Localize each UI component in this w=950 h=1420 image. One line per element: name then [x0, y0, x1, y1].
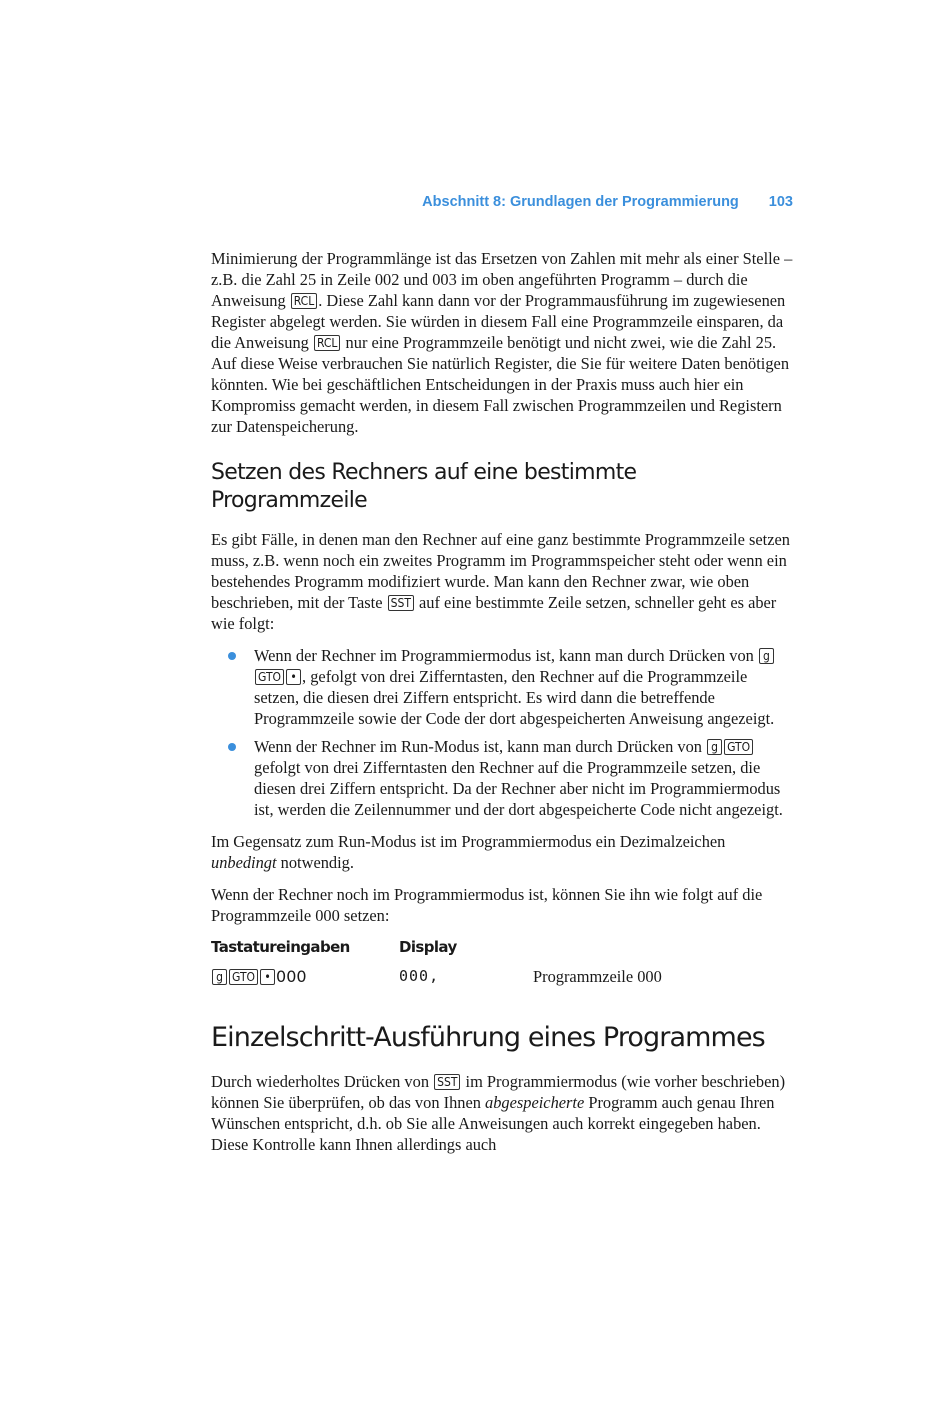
- decimal-key: •: [286, 669, 301, 685]
- gto-key: GTO: [255, 669, 284, 685]
- bullet-icon: [228, 743, 236, 751]
- keystroke-table-header: [211, 937, 795, 961]
- paragraph-programmzeile-000: Wenn der Rechner noch im Programmiermodus ist, können Sie ihn wie folgt auf die Programmzeile 000 setzen:: [211, 885, 763, 925]
- text: , gefolgt von drei Zifferntasten, den Rechner auf die Programmzeile setzen, die diesen drei Ziffern entspricht. Es wird dann die betreffende Programmzeile sowie der Code der dort abgespeicherten Anweisung angezeigt.: [254, 667, 775, 728]
- list-item-run-modus: [211, 736, 795, 820]
- keystroke-cell: [211, 966, 399, 987]
- g-key: g: [212, 969, 227, 985]
- column-header-display: Display: [399, 938, 457, 956]
- digit-keys: 000: [276, 966, 307, 986]
- text: nur eine Programmzeile benötigt und nicht zwei, wie die Zahl 25. Auf diese Weise verbrauchen Sie natürlich Register, die Sie für weitere Daten benötigen könnten. Wie bei geschäftlichen Entscheidungen in der Praxis muss auch hier ein Kompromiss gemacht werden, in diesem Fall zwischen Programmzeilen und Registern zur Datenspeicherung.: [211, 333, 790, 436]
- emphasis: abgespeicherte: [485, 1093, 585, 1112]
- text: Es gibt Fälle, in denen man den Rechner auf eine ganz bestimmte Programmzeile setzen muss, z.B. wenn noch ein zweites Programm im Programmspeicher steht oder wenn ein bestehendes Programm modifiziert wurde. Man kann den Rechner zwar, wie oben beschrieben, mit der Taste: [211, 530, 790, 612]
- rcl-key: RCL: [291, 293, 317, 309]
- keystroke-table: [211, 937, 795, 991]
- list-item-programmiermodus: [211, 645, 795, 729]
- sst-key: SST: [388, 595, 414, 611]
- text: Im Gegensatz zum Run-Modus ist im Programmiermodus ein Dezimalzeichen: [211, 832, 726, 851]
- g-key: g: [759, 648, 774, 664]
- text: auf eine bestimmte Zeile setzen, schneller geht es aber wie folgt:: [211, 593, 777, 633]
- text: Wenn der Rechner im Programmiermodus ist, kann man durch Drücken von: [254, 646, 758, 665]
- emphasis: unbedingt: [211, 853, 277, 872]
- text: . Diese Zahl kann dann vor der Programmausführung im zugewiesenen Register abgelegt werden. Sie würden in diesem Fall eine Programmzeile einsparen, da die Anweisung: [211, 291, 786, 352]
- note-cell: Programmzeile 000: [533, 966, 662, 986]
- gto-key: GTO: [724, 739, 753, 755]
- paragraph-gegensatz: [211, 831, 795, 873]
- text: Programm auch genau Ihren Wünschen entspricht, d.h. ob Sie alle Anweisungen auch korrekt eingegeben haben. Diese Kontrolle kann Ihnen allerdings auch: [211, 1093, 775, 1154]
- column-header-keys: Tastatureingaben: [211, 938, 350, 956]
- decimal-key: •: [260, 969, 275, 985]
- page-body: [211, 248, 795, 1166]
- heading-setzen: Setzen des Rechners auf eine bestimmte Programmzeile: [211, 460, 637, 513]
- text: Wenn der Rechner im Run-Modus ist, kann man durch Drücken von: [254, 737, 707, 756]
- paragraph-einzelschritt: [211, 1071, 795, 1155]
- text: im Programmiermodus (wie vorher beschrieben) können Sie überprüfen, ob das von Ihnen: [211, 1072, 786, 1112]
- page-number: 103: [768, 194, 793, 210]
- bullet-icon: [228, 652, 236, 660]
- display-cell: 000,: [399, 966, 440, 985]
- bullet-list: [211, 645, 795, 820]
- section-title: Abschnitt 8: Grundlagen der Programmierung: [422, 194, 739, 210]
- running-header: [211, 194, 793, 210]
- text: Minimierung der Programmlänge ist das Ersetzen von Zahlen mit mehr als einer Stelle – z.B. die Zahl 25 in Zeile 002 und 003 im oben angeführten Programm – durch die Anweisung: [211, 249, 793, 310]
- paragraph-faelle: [211, 529, 795, 634]
- text: gefolgt von drei Zifferntasten den Rechner auf die Programmzeile setzen, die diesen drei Ziffern entspricht. Da der Rechner aber nicht im Programmiermodus ist, werden die Zeilennummer und der dort abgespeicherte Code nicht angezeigt.: [254, 758, 783, 819]
- table-row: [211, 961, 795, 991]
- rcl-key: RCL: [314, 335, 340, 351]
- sst-key: SST: [434, 1074, 460, 1090]
- heading-einzelschritt: Einzelschritt-Ausführung eines Programmes: [211, 1022, 765, 1053]
- text: Durch wiederholtes Drücken von: [211, 1072, 434, 1091]
- paragraph-minimierung: [211, 248, 795, 437]
- text: notwendig.: [276, 853, 354, 872]
- gto-key: GTO: [229, 969, 258, 985]
- g-key: g: [707, 739, 722, 755]
